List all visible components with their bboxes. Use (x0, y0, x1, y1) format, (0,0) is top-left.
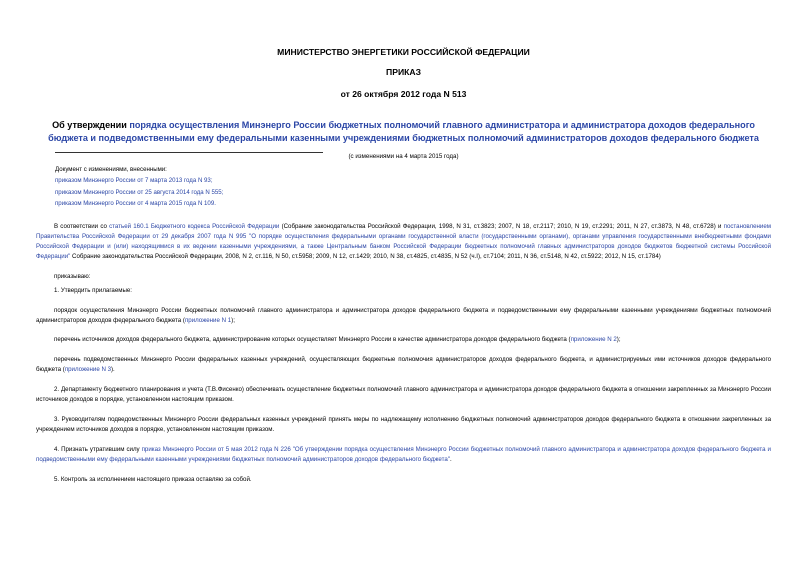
item-2: 2. Департаменту бюджетного планирования и учета (Т.В.Фисенко) обеспечивать осуществление бюджетных полномочий главного администратора и администратора доходов федерального бюджета в отношении закрепленных за Минэнерго России источников доходов в порядке, установленном настоящим приказом. (36, 386, 771, 404)
repealed-order-link[interactable]: приказ Минэнерго России от 5 мая 2012 года N 226 "Об утверждении порядка осуществления Минэнерго России бюджетных полномочий главного администратора и администратора доходов федерального бюджета и подведомственными ему федеральными казенными учреждениями бюджетных полномочий администраторов доходов федерального бюджета" (36, 445, 771, 463)
item-4-end: . (449, 455, 452, 463)
item-1-list-institutions (36, 355, 771, 375)
budget-code-link[interactable]: статьей 160.1 Бюджетного кодекса Российской Федерации (109, 223, 280, 231)
preamble-text-1: В соответствии со (54, 223, 110, 231)
changes-block (55, 164, 771, 209)
appendix-2-link[interactable]: приложение N 2 (570, 336, 617, 344)
item-1-procedure-end: ); (231, 316, 235, 324)
item-1-procedure (36, 306, 771, 326)
item-1-list-institutions-end: ). (111, 366, 115, 374)
order-word: приказываю: (54, 272, 91, 280)
preamble-text-3: Собрание законодательства Российской Федерации, 2008, N 2, ст.116, N 50, ст.5958; 2009, N 12, ст.1429; 2010, N 38, ст.4825, ст.4835, N 52 (ч.I), ст.7104; 2011, N 36, ст.5148, N 42, ст.5922; 2012, N 15, ст.1784) (70, 252, 661, 260)
document-body (36, 222, 771, 484)
document-date-number: от 26 октября 2012 года N 513 (340, 89, 467, 99)
item-1-list-sources-text: перечень источников доходов федерального бюджета, администрирование которых осуществляет Минэнерго России в качестве администратора доходов федерального бюджета ( (54, 336, 571, 344)
changes-separator (55, 152, 323, 153)
item-1-intro: 1. Утвердить прилагаемые: (54, 286, 133, 294)
item-1-list-sources (36, 335, 771, 345)
item-4 (36, 445, 771, 465)
appendix-1-link[interactable]: приложение N 1 (184, 316, 232, 324)
preamble-paragraph (36, 222, 771, 262)
appendix-3-link[interactable]: приложение N 3 (64, 366, 112, 374)
change-link-1[interactable]: приказом Минэнерго России от 7 марта 2013 года N 93; (55, 177, 213, 185)
change-link-2[interactable]: приказом Минэнерго России от 25 августа 2014 года N 555; (55, 188, 224, 196)
preamble-text-2: (Собрание законодательства Российской Федерации, 1998, N 31, ст.3823; 2007, N 18, ст.2117; 2010, N 19, ст.2291; 2011, N 27, ст.3873, N 48, ст.6728) и (279, 223, 724, 231)
item-3: 3. Руководителям подведомственных Минэнерго России федеральных казенных учреждений принять меры по надлежащему исполнению бюджетных полномочий администраторов доходов федерального бюджета в отношении закрепленных за учреждением источников доходов в порядке, установленном настоящим приказом. (36, 415, 771, 433)
revision-note: (с изменениями на 4 марта 2015 года) (348, 153, 459, 160)
changes-intro: Документ с изменениями, внесенными: (55, 166, 167, 173)
title-procedure-link[interactable]: порядка осуществления Минэнерго России бюджетных полномочий главного администратора и администратора доходов федерального бюджета и подведомственными ему федеральными казенными учреждениями бюджетных полномочий администраторов доходов федерального бюджета (48, 120, 759, 143)
change-link-3[interactable]: приказом Минэнерго России от 4 марта 2015 года N 109. (55, 199, 216, 207)
item-5: 5. Контроль за исполнением настоящего приказа оставляю за собой. (54, 475, 252, 483)
document-title (36, 119, 771, 144)
government-resolution-link[interactable]: постановлением Правительства Российской Федерации от 29 декабря 2007 года N 995 "О порядке осуществления федеральными органами государственной власти (государственными органами), органами управления государственными внебюджетными фондами Российской Федерации и (или) находящимися в их ведении казенными учреждениями, а также Центральным банком Российской Федерации бюджетных полномочий главных администраторов доходов бюджетов бюджетной системы Российской Федерации" (36, 223, 771, 260)
item-1-list-institutions-text: перечень подведомственных Минэнерго России федеральных казенных учреждений, осуществляющих бюджетные полномочия администраторов доходов федерального бюджета, и администрируемых ими источников доходов федерального бюджета ( (36, 356, 771, 374)
item-1-list-sources-end: ); (616, 336, 621, 344)
item-1-procedure-text: порядок осуществления Минэнерго России бюджетных полномочий главного администратора и администратора доходов федерального бюджета и подведомственными ему федеральными казенными учреждениями бюджетных полномочий администраторов доходов федерального бюджета ( (36, 306, 771, 324)
item-4-text: 4. Признать утратившим силу (54, 445, 142, 453)
document-type: ПРИКАЗ (386, 67, 421, 77)
ministry-name: МИНИСТЕРСТВО ЭНЕРГЕТИКИ РОССИЙСКОЙ ФЕДЕРАЦИИ (277, 47, 530, 57)
title-prefix: Об утверждении (52, 120, 130, 130)
